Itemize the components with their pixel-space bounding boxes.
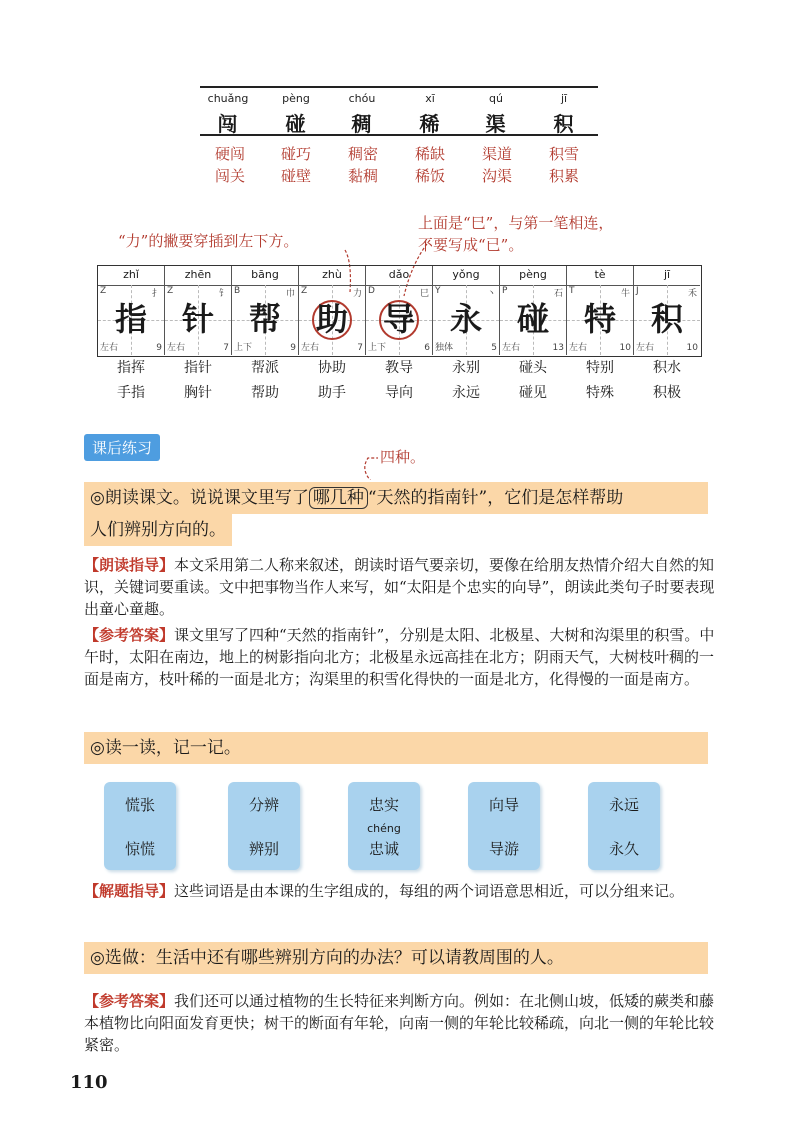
grid-cell <box>500 266 567 355</box>
stroke-count: 10 <box>686 343 698 353</box>
question-1-line-1 <box>84 482 708 514</box>
stroke-count: 5 <box>491 343 497 353</box>
word: 闯关 <box>214 167 245 185</box>
hanzi: 积 <box>650 300 683 338</box>
pinyin: pèng <box>282 92 310 105</box>
structure: 左右 <box>502 343 521 353</box>
grid-word-column <box>232 356 298 406</box>
structure: 左右 <box>100 343 119 353</box>
question-1-line-2: 人们辨别方向的。 <box>84 514 232 546</box>
word: 永远 <box>452 385 480 401</box>
hanzi: 导 <box>382 300 415 338</box>
pinyin: zhǐ <box>123 268 139 281</box>
note-dao-top: 上面是“巳”，与第一笔相连，不要写成“已”。 <box>418 214 614 254</box>
index-letter: Z <box>167 286 174 296</box>
q1-pre: ◎朗读课文。说说课文里写了 <box>90 488 309 508</box>
word: 帮派 <box>251 360 279 376</box>
word: 碰见 <box>519 385 547 401</box>
radical: 牛 <box>620 289 630 299</box>
radical: 丶 <box>486 289 496 299</box>
grid-word-column <box>634 356 700 406</box>
index-letter: P <box>502 286 508 296</box>
word-card <box>468 782 540 870</box>
note-four-kinds: 四种。 <box>380 448 426 466</box>
stroke-count: 13 <box>552 343 564 353</box>
word: 胸针 <box>184 385 212 401</box>
word: 硬闯 <box>214 145 245 163</box>
word: 导向 <box>385 385 413 401</box>
structure: 独体 <box>435 343 454 353</box>
card-pinyin: chéng <box>367 822 401 835</box>
pinyin: tè <box>594 268 606 281</box>
hanzi: 助 <box>315 300 348 338</box>
word: 稠密 <box>347 145 378 163</box>
word: 特殊 <box>586 385 614 401</box>
word-card <box>104 782 176 870</box>
grid-cell <box>634 266 700 355</box>
word: 积累 <box>548 167 579 185</box>
grid-word-column <box>299 356 365 406</box>
grid-word-column <box>165 356 231 406</box>
word: 指针 <box>184 360 212 376</box>
grid-cell <box>433 266 500 355</box>
word: 帮助 <box>251 385 279 401</box>
hanzi: 碰 <box>516 300 549 338</box>
index-letter: Z <box>301 286 308 296</box>
hanzi: 稀 <box>419 112 441 136</box>
word: 稀缺 <box>414 145 445 163</box>
hanzi: 帮 <box>248 300 281 338</box>
grid-word-column <box>366 356 432 406</box>
hanzi: 积 <box>553 112 575 136</box>
word: 沟渠 <box>481 167 512 185</box>
note-arrows <box>0 0 800 480</box>
word: 特别 <box>586 360 614 376</box>
pinyin: jī <box>560 92 568 105</box>
pinyin: pèng <box>519 268 547 281</box>
radical: 禾 <box>687 289 697 299</box>
word: 助手 <box>318 385 346 401</box>
grid-cell <box>232 266 299 355</box>
card-word-bottom: 惊慌 <box>124 840 155 858</box>
pinyin: chóu <box>348 92 376 105</box>
hanzi: 碰 <box>285 112 307 136</box>
note-li-radical: “力”的撇要穿插到左下方。 <box>118 232 299 250</box>
stroke-count: 9 <box>156 343 162 353</box>
word: 黏稠 <box>347 167 378 185</box>
radical: 石 <box>553 289 563 299</box>
radical: 力 <box>352 289 362 299</box>
reference-answer-1 <box>84 624 724 690</box>
text: 这些词语是由本课的生字组成的，每组的两个词语意思相近，可以分组来记。 <box>174 882 685 900</box>
card-word-bottom: 导游 <box>488 840 519 858</box>
label: 【参考答案】 <box>84 626 175 644</box>
question-3: ◎选做：生活中还有哪些辨别方向的办法？可以请教周围的人。 <box>84 942 708 974</box>
index-letter: D <box>368 286 375 296</box>
page-number: 110 <box>70 1072 108 1093</box>
structure: 左右 <box>301 343 320 353</box>
index-letter: B <box>234 286 241 296</box>
hanzi: 渠 <box>485 112 507 136</box>
hanzi: 特 <box>583 300 616 338</box>
card-word-bottom: 忠诚 <box>368 840 399 858</box>
word: 碰头 <box>519 360 547 376</box>
index-letter: Z <box>100 286 107 296</box>
grid-cell <box>165 266 232 355</box>
reading-guide <box>84 554 724 620</box>
word: 稀饭 <box>414 167 445 185</box>
pinyin: zhù <box>322 268 342 281</box>
word: 协助 <box>318 360 346 376</box>
word-card <box>348 782 420 870</box>
grid-word-column <box>567 356 633 406</box>
reference-answer-3 <box>84 990 724 1056</box>
word: 积水 <box>653 360 681 376</box>
radical: 钅 <box>218 289 228 299</box>
structure: 上下 <box>368 343 387 353</box>
grid-cell <box>98 266 165 355</box>
card-word-top: 分辨 <box>248 796 279 814</box>
structure: 左右 <box>636 343 655 353</box>
word: 教导 <box>385 360 413 376</box>
hanzi: 永 <box>449 300 482 338</box>
stroke-count: 6 <box>424 343 430 353</box>
label: 【朗读指导】 <box>84 556 175 574</box>
question-2: ◎读一读，记一记。 <box>84 732 708 764</box>
word: 碰壁 <box>280 167 311 185</box>
card-word-top: 向导 <box>488 796 519 814</box>
q1-post: “天然的指南针”，它们是怎样帮助 <box>367 488 624 508</box>
word-card <box>228 782 300 870</box>
pinyin: zhēn <box>184 268 212 281</box>
card-word-top: 慌张 <box>124 796 155 814</box>
text: 我们还可以通过植物的生长特征来判断方向。例如：在北侧山坡，低矮的蕨类和藤本植物比向阳面发育更快；树干的断面有年轮，向南一侧的年轮比较稀疏，向北一侧的年轮比较紧密。 <box>84 992 715 1054</box>
stroke-count: 9 <box>290 343 296 353</box>
pinyin: xī <box>425 92 435 105</box>
word-card <box>588 782 660 870</box>
radical: 巾 <box>285 289 295 299</box>
word: 积雪 <box>548 145 579 163</box>
hanzi: 指 <box>114 300 147 338</box>
card-word-bottom: 辨别 <box>248 840 279 858</box>
card-word-top: 忠实 <box>368 796 399 814</box>
grid-cell <box>299 266 366 355</box>
q1-boxed-word: 哪几种 <box>309 487 368 509</box>
arrow-four-kinds <box>365 458 378 480</box>
hanzi: 稠 <box>351 112 373 136</box>
stroke-count: 7 <box>357 343 363 353</box>
text: 课文里写了四种“天然的指南针”，分别是太阳、北极星、大树和沟渠里的积雪。中午时，太阳在南边，地上的树影指向北方；北极星永远高挂在北方；阴雨天气，大树枝叶稠的一面是南方，枝叶稀的一面是北方；沟渠里的积雪化得快的一面是北方，化得慢的一面是南方。 <box>84 626 715 688</box>
grid-cell <box>366 266 433 355</box>
grid-word-column <box>98 356 164 406</box>
pinyin: dǎo <box>388 268 410 281</box>
structure: 左右 <box>569 343 588 353</box>
radical: 扌 <box>151 289 161 299</box>
index-letter: T <box>569 286 575 296</box>
hanzi: 针 <box>181 300 214 338</box>
structure: 左右 <box>167 343 186 353</box>
hanzi: 闯 <box>217 112 239 136</box>
word: 手指 <box>117 385 145 401</box>
section-title: 课后练习 <box>84 434 160 461</box>
pinyin: jī <box>663 268 671 281</box>
pinyin: yǒng <box>452 268 480 281</box>
stroke-count: 10 <box>619 343 631 353</box>
word: 碰巧 <box>280 145 311 163</box>
solution-guide <box>84 880 724 902</box>
label: 【参考答案】 <box>84 992 175 1010</box>
stroke-count: 7 <box>223 343 229 353</box>
index-letter: J <box>636 286 639 296</box>
pinyin: chuǎng <box>207 92 249 105</box>
word: 积极 <box>653 385 681 401</box>
card-word-bottom: 永久 <box>608 840 639 858</box>
text: 本文采用第二人称来叙述，朗读时语气要亲切，要像在给朋友热情介绍大自然的知识，关键词要重读。文中把事物当作人来写，如“太阳是个忠实的向导”，朗读此类句子时要表现出童心童趣。 <box>84 556 715 618</box>
grid-cell <box>567 266 634 355</box>
card-word-top: 永远 <box>608 796 639 814</box>
structure: 上下 <box>234 343 253 353</box>
word: 永别 <box>452 360 480 376</box>
radical: 巳 <box>419 289 429 299</box>
pinyin: bāng <box>251 268 279 281</box>
label: 【解题指导】 <box>84 882 175 900</box>
word: 指挥 <box>117 360 145 376</box>
pinyin: qú <box>489 92 503 105</box>
grid-word-column <box>500 356 566 406</box>
index-letter: Y <box>435 286 441 296</box>
grid-word-column <box>433 356 499 406</box>
word: 渠道 <box>481 145 512 163</box>
writing-grid <box>97 265 702 357</box>
